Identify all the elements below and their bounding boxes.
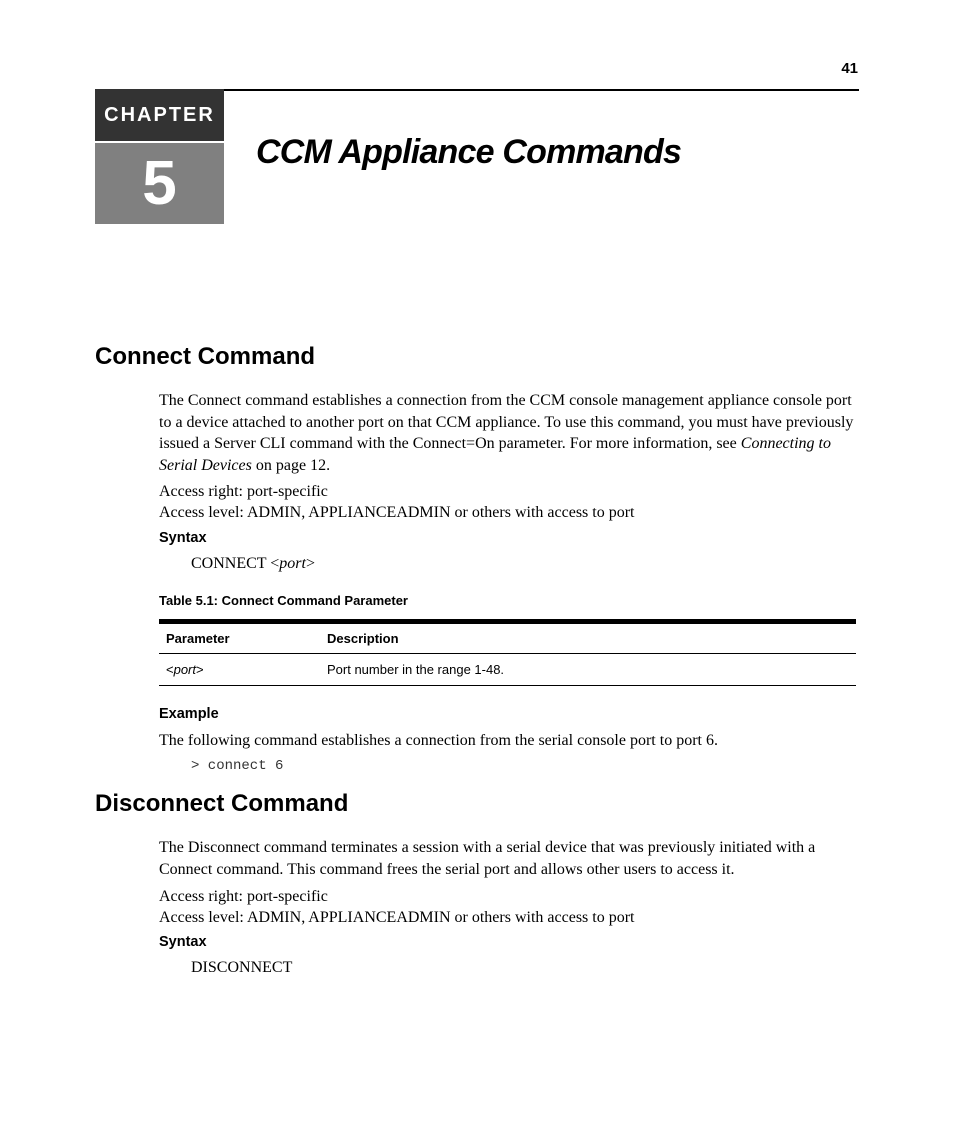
param-close: >: [196, 662, 204, 677]
disconnect-syntax-label: Syntax: [159, 934, 207, 950]
connect-xref-tail: on page 12.: [251, 456, 331, 474]
disconnect-heading: Disconnect Command: [95, 790, 349, 817]
connect-intro: [159, 390, 856, 476]
connect-access-right: Access right: port-specific: [159, 483, 328, 500]
connect-syntax-close: >: [305, 555, 315, 572]
parameter-table: [159, 619, 856, 686]
chapter-label: CHAPTER: [95, 89, 224, 141]
table-row: [159, 654, 856, 686]
connect-syntax-label: Syntax: [159, 530, 207, 546]
connect-heading: Connect Command: [95, 343, 316, 370]
table-header-row: [159, 622, 856, 654]
param-open: <: [166, 662, 174, 677]
disconnect-intro: The Disconnect command terminates a session with a serial device that was previously initiated with a Connect command. This command frees the serial port and allows other users to access it.: [159, 839, 816, 878]
example-text: The following command establishes a connection from the serial console port to port 6.: [159, 732, 718, 749]
connect-intro-text: The Connect command establishes a connection from the CCM console management appliance console port to a device attached to another port on that CCM appliance. To use this command, you must have previously issued a Server CLI command with the Connect=On parameter. For more information, see: [159, 392, 854, 452]
table-cell-parameter: [159, 654, 320, 686]
chapter-title: CCM Appliance Commands: [256, 133, 682, 171]
example-code: > connect 6: [191, 758, 284, 774]
disconnect-syntax: DISCONNECT: [191, 959, 293, 976]
table-caption: Table 5.1: Connect Command Parameter: [159, 593, 408, 608]
table-header-description: Description: [320, 622, 856, 654]
disconnect-access-right: Access right: port-specific: [159, 888, 328, 905]
chapter-number: 5: [95, 143, 224, 224]
disconnect-access-level: Access level: ADMIN, APPLIANCEADMIN or others with access to port: [159, 909, 635, 926]
param-name: port: [173, 662, 196, 677]
connect-access-level: Access level: ADMIN, APPLIANCEADMIN or others with access to port: [159, 504, 635, 521]
connect-syntax-param: port: [279, 555, 306, 572]
table-header-parameter: Parameter: [159, 622, 320, 654]
example-label: Example: [159, 706, 219, 722]
page-number: 41: [841, 60, 858, 77]
connect-syntax-cmd: CONNECT <: [191, 555, 280, 572]
connect-xref-link[interactable]: Connecting to Serial Devices: [159, 435, 831, 474]
connect-syntax: [191, 555, 315, 573]
table-cell-description: Port number in the range 1-48.: [320, 654, 856, 686]
